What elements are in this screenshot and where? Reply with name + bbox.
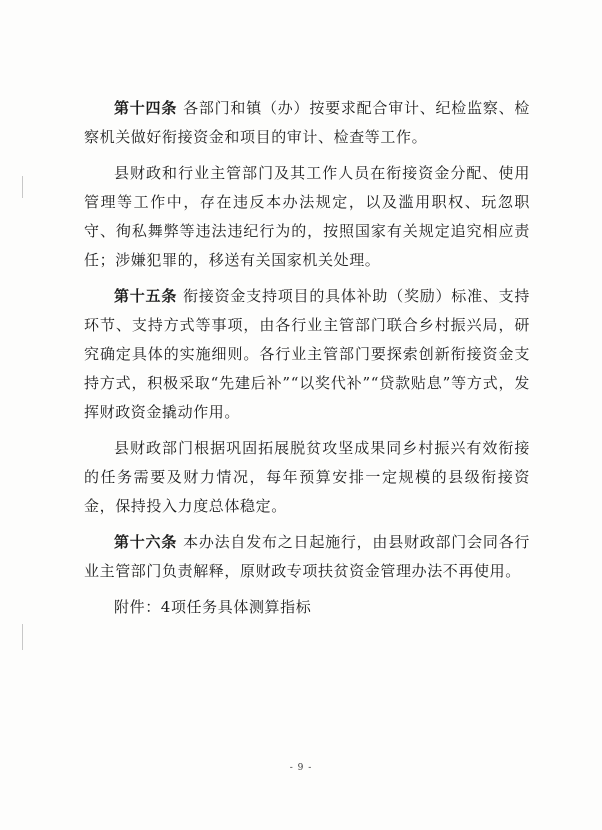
attachment-line: 附件：4项任务具体测算指标 (114, 598, 312, 616)
article-text: 各部门和镇（办）按要求配合审计、纪检监察、检察机关做好衔接资金和项目的审计、检查等工作。 (84, 99, 530, 146)
article-15-paragraph (84, 282, 530, 427)
article-heading: 第十四条 (114, 99, 178, 117)
article-16-paragraph (84, 528, 530, 586)
document-body (84, 94, 530, 622)
article-text: 本办法自发布之日起施行，由县财政部门会同各行业主管部门负责解释，原财政专项扶贫资金管理办法不再使用。 (84, 533, 530, 580)
article-14-paragraph (84, 94, 530, 152)
article-14-continuation-paragraph (84, 159, 530, 275)
article-heading: 第十六条 (114, 533, 178, 551)
paragraph-text: 县财政和行业主管部门及其工作人员在衔接资金分配、使用管理等工作中，存在违反本办法规定，以及滥用职权、玩忽职守、徇私舞弊等违法违纪行为的，按照国家有关规定追究相应责任；涉嫌犯罪的，移送有关国家机关处理。 (84, 164, 530, 269)
article-heading: 第十五条 (114, 287, 178, 305)
scan-artifact-mark (22, 176, 23, 198)
page-number: - 9 - (289, 763, 313, 773)
scan-artifact-mark (22, 624, 23, 650)
article-text: 衔接资金支持项目的具体补助（奖励）标准、支持环节、支持方式等事项，由各行业主管部门联合乡村振兴局，研究确定具体的实施细则。各行业主管部门要探索创新衔接资金支持方式，积极采取“先建后补”“以奖代补”“贷款贴息”等方式，发挥财政资金撬动作用。 (84, 287, 530, 421)
paragraph-text: 县财政部门根据巩固拓展脱贫攻坚成果同乡村振兴有效衔接的任务需要及财力情况，每年预算安排一定规模的县级衔接资金，保持投入力度总体稳定。 (84, 439, 530, 515)
article-15-continuation-paragraph (84, 434, 530, 521)
